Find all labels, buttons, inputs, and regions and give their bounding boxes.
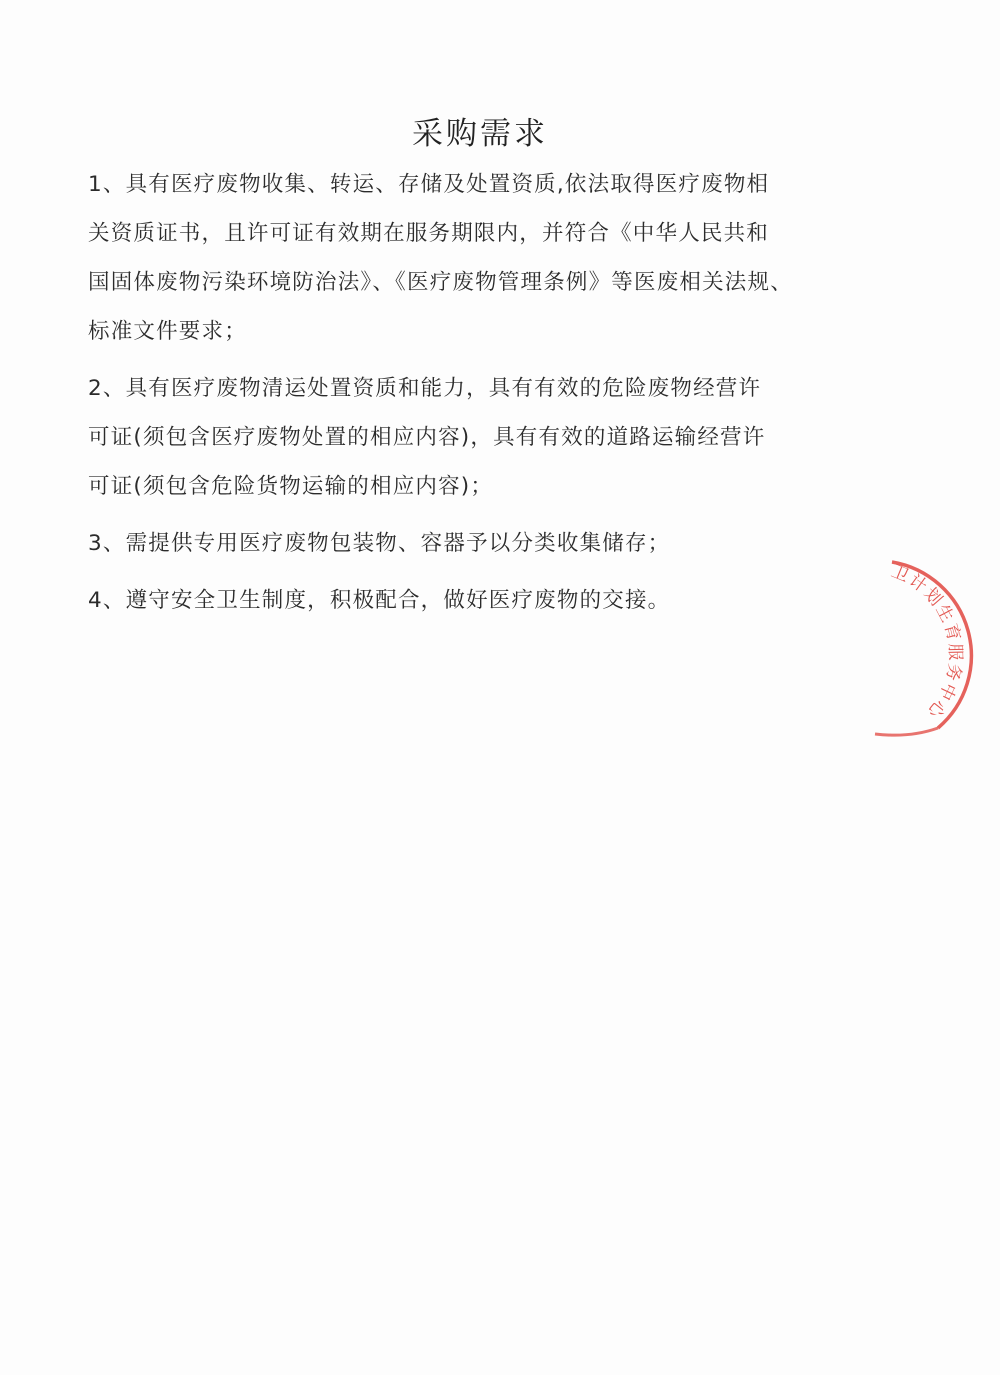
text-line: 4、遵守安全卫生制度，积极配合，做好医疗废物的交接。: [88, 588, 671, 613]
seal-text: 卫计划生育服务中心: [888, 561, 965, 723]
document-body: [88, 160, 888, 633]
text-line: 关资质证书，且许可证有效期在服务期限内，并符合《中华人民共和: [88, 221, 770, 246]
text-line: 3、需提供专用医疗废物包装物、容器予以分类收集储存；: [88, 531, 671, 556]
requirement-paragraph-3: [88, 519, 888, 568]
svg-text:卫计划生育服务中心: [888, 562, 965, 723]
text-line: 1、具有医疗废物收集、转运、存储及处置资质,依法取得医疗废物相: [88, 172, 770, 197]
text-line: 可证(须包含危险货物运输的相应内容)；: [88, 474, 494, 499]
requirement-paragraph-2: [88, 364, 888, 511]
official-seal-stamp: [820, 548, 1000, 748]
requirement-paragraph-1: [88, 160, 888, 356]
text-line: 国固体废物污染环境防治法》、《医疗废物管理条例》等医废相关法规、: [88, 270, 793, 295]
text-line: 可证(须包含医疗废物处置的相应内容)，具有有效的道路运输经营许: [88, 425, 766, 450]
text-line: 标准文件要求；: [88, 319, 247, 344]
text-line: 2、具有医疗废物清运处置资质和能力，具有有效的危险废物经营许: [88, 376, 762, 401]
document-title: 采购需求: [412, 116, 548, 152]
requirement-paragraph-4: [88, 576, 888, 625]
